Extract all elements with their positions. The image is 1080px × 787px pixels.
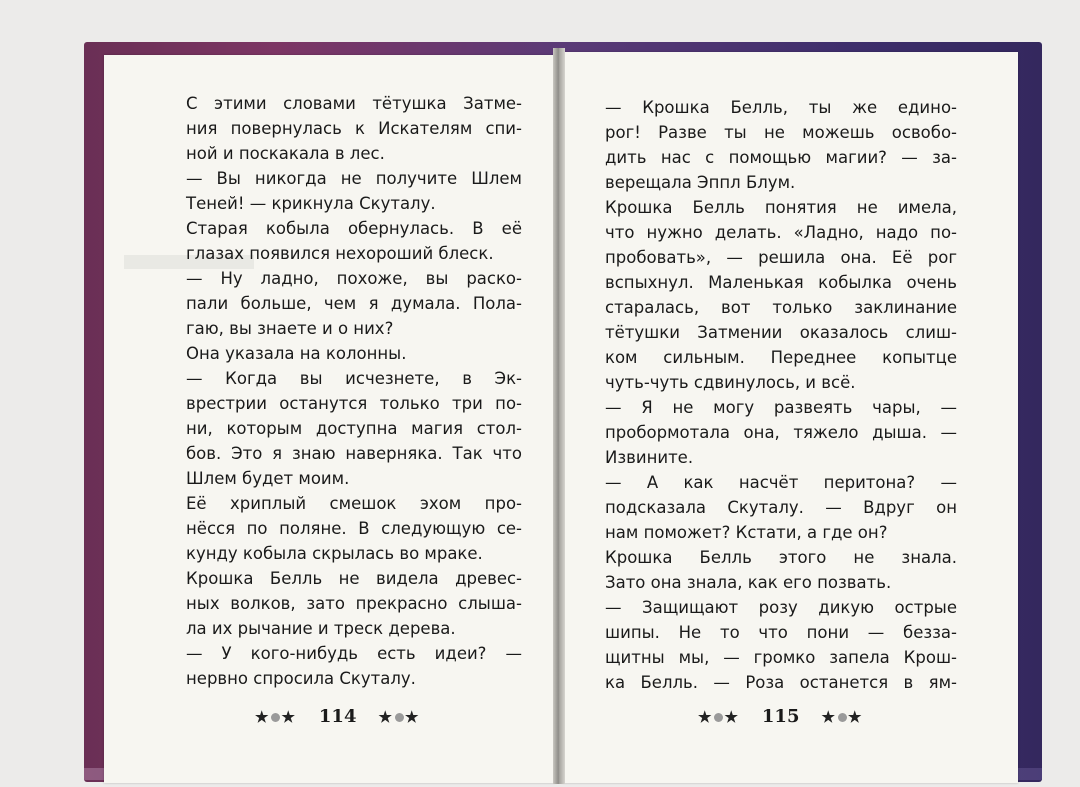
text-line: дить нас с помощью магии? — за- (605, 148, 957, 167)
text-line: старалась, вот только заклинание (605, 298, 957, 317)
text-line: Её хриплый смешок эхом про- (186, 494, 522, 513)
text-line: ной и поскакала в лес. (186, 144, 385, 163)
text-line: что нужно делать. «Ладно, надо по- (605, 223, 957, 242)
text-line: кунду кобыла скрылась во мраке. (186, 544, 483, 563)
star-ornament-icon: ★ ★ (821, 707, 864, 726)
text-line: пали больше, чем я думала. Пола- (186, 294, 522, 313)
text-line: — У кого-нибудь есть идеи? — (186, 644, 522, 663)
right-page-folio (698, 706, 863, 727)
text-line: — Ну ладно, похоже, вы раско- (186, 269, 522, 288)
text-line: ных волков, зато прекрасно слыша- (186, 594, 522, 613)
text-line: ни, которым доступна магия стол- (186, 419, 522, 438)
page-number: 114 (318, 706, 357, 727)
text-line: С этими словами тётушка Затме- (186, 94, 522, 113)
text-line: — А как насчёт перитона? — (605, 473, 957, 492)
text-line: бов. Это я знаю наверняка. Так что (186, 444, 522, 463)
text-line: тётушки Затмении оказалось слиш- (605, 323, 957, 342)
left-page-text (186, 91, 522, 691)
text-line: ния повернулась к Искателям спи- (186, 119, 522, 138)
text-line: верещала Эппл Блум. (605, 173, 796, 192)
text-line: нёсся по поляне. В следующую се- (186, 519, 522, 538)
text-line: Шлем будет моим. (186, 469, 350, 488)
text-line: Крошка Белль не видела древес- (186, 569, 522, 588)
text-line: подсказала Скуталу. — Вдруг он (605, 498, 957, 517)
text-line: нервно спросила Скуталу. (186, 669, 416, 688)
text-line: глазах появился нехороший блеск. (186, 244, 494, 263)
text-line: — Я не могу развеять чары, — (605, 398, 957, 417)
text-line: Она указала на колонны. (186, 344, 407, 363)
text-line: чуть-чуть сдвинулось, и всё. (605, 373, 856, 392)
text-line: — Крошка Белль, ты же едино- (605, 98, 957, 117)
text-line: пробормотала она, тяжело дыша. — (605, 423, 957, 442)
text-line: Крошка Белль понятия не имела, (605, 198, 957, 217)
page-number: 115 (761, 706, 800, 727)
text-line: рог! Разве ты не можешь освобо- (605, 123, 957, 142)
text-line: Зато она знала, как его позвать. (605, 573, 892, 592)
text-line: Крошка Белль этого не знала. (605, 548, 957, 567)
text-line: — Вы никогда не получите Шлем (186, 169, 522, 188)
text-line: Извините. (605, 448, 694, 467)
text-line: — Защищают розу дикую острые (605, 598, 957, 617)
star-ornament-icon: ★ ★ (378, 707, 421, 726)
book-gutter (553, 48, 565, 784)
text-line: вспыхнул. Маленькая кобылка очень (605, 273, 957, 292)
text-line: ла их рычание и треск дерева. (186, 619, 456, 638)
text-line: нам поможет? Кстати, а где он? (605, 523, 888, 542)
text-line: Старая кобыла обернулась. В её (186, 219, 522, 238)
text-line: шипы. Не то что пони — безза- (605, 623, 957, 642)
text-line: ком сильным. Переднее копытце (605, 348, 957, 367)
text-line: — Когда вы исчезнете, в Эк- (186, 369, 522, 388)
text-line: ка Белль. — Роза останется в ям- (605, 673, 957, 692)
text-line: гаю, вы знаете и о них? (186, 319, 394, 338)
text-line: врестрии останутся только три по- (186, 394, 522, 413)
star-ornament-icon: ★ ★ (255, 707, 297, 726)
left-page-folio (255, 706, 420, 727)
right-page-text (605, 95, 957, 695)
text-line: Теней! — крикнула Скуталу. (186, 194, 436, 213)
star-ornament-icon: ★ ★ (698, 707, 740, 726)
text-line: щитны мы, — громко запела Крош- (605, 648, 957, 667)
text-line: пробовать», — решила она. Её рог (605, 248, 957, 267)
